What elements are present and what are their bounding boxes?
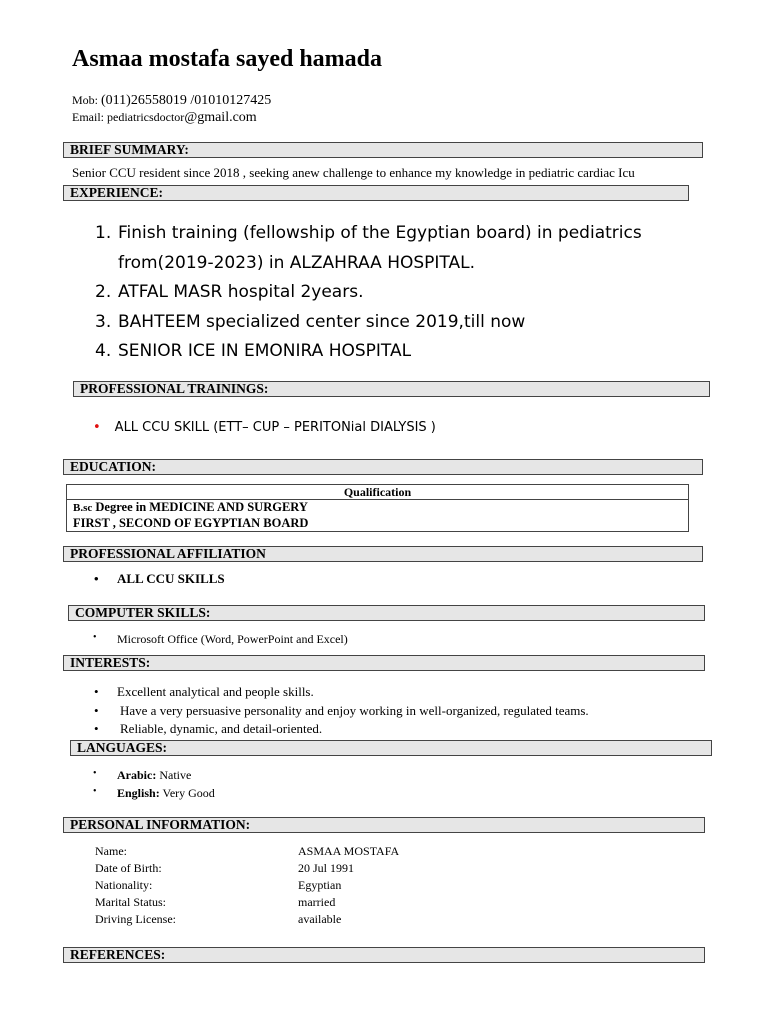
personal-value: available xyxy=(298,912,342,926)
experience-text: ATFAL MASR hospital 2years. xyxy=(118,282,364,302)
experience-text: BAHTEEM specialized center since 2019,till now xyxy=(118,311,526,332)
personal-value: 20 Jul 1991 xyxy=(298,861,355,875)
bullet-icon: • xyxy=(94,721,99,736)
list-item xyxy=(95,337,715,367)
list-number: 1. xyxy=(95,223,112,243)
list-item xyxy=(93,768,192,783)
personal-values xyxy=(298,843,399,928)
training-text: ALL CCU SKILL (ETT– CUP – PERITONial DIALYSIS ) xyxy=(114,420,436,435)
bullet-icon: • xyxy=(94,571,99,586)
mobile-value: (011)26558019 /01010127425 xyxy=(101,93,272,108)
list-item xyxy=(93,786,215,801)
table-cell xyxy=(67,500,689,532)
language-label: English: xyxy=(117,786,160,800)
list-number: 4. xyxy=(95,341,112,361)
interest-text: Have a very persuasive personality and enjoy working in well-organized, regulated teams. xyxy=(120,703,589,718)
language-level: Native xyxy=(159,768,192,782)
degree-prefix: B.sc xyxy=(73,502,93,514)
list-item xyxy=(93,632,348,647)
affiliation-text: ALL CCU SKILLS xyxy=(117,571,225,586)
section-header-professional-affiliation: PROFESSIONAL AFFILIATION xyxy=(63,546,703,562)
bullet-icon: • xyxy=(93,786,97,797)
email-user: pediatricsdoctor xyxy=(107,110,185,124)
computer-skill-text: Microsoft Office (Word, PowerPoint and Excel) xyxy=(117,632,348,646)
section-header-experience: EXPERIENCE: xyxy=(63,185,689,201)
bullet-icon: • xyxy=(93,632,97,643)
summary-text: Senior CCU resident since 2018 , seeking anew challenge to enhance my knowledge in pediatric cardiac Icu xyxy=(72,165,635,180)
personal-value: Egyptian xyxy=(298,878,342,892)
list-item xyxy=(95,308,715,338)
email-domain: @gmail.com xyxy=(184,110,257,125)
bullet-icon: • xyxy=(93,420,101,435)
section-header-languages: LANGUAGES: xyxy=(70,740,712,756)
personal-label: Marital Status: xyxy=(95,895,166,909)
list-item xyxy=(94,703,589,719)
section-header-references: REFERENCES: xyxy=(63,947,705,963)
section-header-education: EDUCATION: xyxy=(63,459,703,475)
list-item xyxy=(95,278,715,308)
interest-text: Excellent analytical and people skills. xyxy=(117,684,314,699)
bullet-icon: • xyxy=(94,703,99,718)
personal-labels xyxy=(95,843,176,928)
personal-value: ASMAA MOSTAFA xyxy=(298,844,400,858)
personal-label: Driving License: xyxy=(95,912,176,926)
experience-text: SENIOR ICE IN EMONIRA HOSPITAL xyxy=(118,341,412,361)
personal-value: married xyxy=(298,895,336,909)
language-label: Arabic: xyxy=(117,768,157,782)
list-item xyxy=(94,721,323,737)
bullet-icon: • xyxy=(94,684,99,699)
section-header-brief-summary: BRIEF SUMMARY: xyxy=(63,142,703,158)
training-item xyxy=(93,420,436,435)
personal-label: Date of Birth: xyxy=(95,861,162,875)
section-header-computer-skills: COMPUTER SKILLS: xyxy=(68,605,705,621)
personal-label: Nationality: xyxy=(95,878,153,892)
bullet-icon: • xyxy=(93,768,97,779)
email-line xyxy=(72,110,257,126)
table-header: Qualification xyxy=(67,485,689,500)
personal-label: Name: xyxy=(95,844,127,858)
experience-text: Finish training (fellowship of the Egyptian board) in pediatrics from(2019-2023) in ALZAHRAA HOSPITAL. xyxy=(118,223,642,273)
section-header-interests: INTERESTS: xyxy=(63,655,705,671)
email-label: Email: xyxy=(72,110,104,124)
resume-name: Asmaa mostafa sayed hamada xyxy=(72,46,383,72)
degree-text: Degree in MEDICINE AND SURGERY xyxy=(92,500,308,514)
mobile-line xyxy=(72,93,271,109)
interest-text: Reliable, dynamic, and detail-oriented. xyxy=(120,721,323,736)
section-header-professional-trainings: PROFESSIONAL TRAININGS: xyxy=(73,381,710,397)
list-number: 2. xyxy=(95,282,112,302)
list-item xyxy=(94,684,314,700)
list-item xyxy=(95,219,715,278)
mobile-label: Mob: xyxy=(72,93,99,107)
list-number: 3. xyxy=(95,311,112,332)
list-item xyxy=(94,571,225,587)
section-header-personal-information: PERSONAL INFORMATION: xyxy=(63,817,705,833)
experience-list xyxy=(95,219,715,367)
board-text: FIRST , SECOND OF EGYPTIAN BOARD xyxy=(73,516,309,530)
education-table xyxy=(66,484,689,532)
language-level: Very Good xyxy=(162,786,215,800)
